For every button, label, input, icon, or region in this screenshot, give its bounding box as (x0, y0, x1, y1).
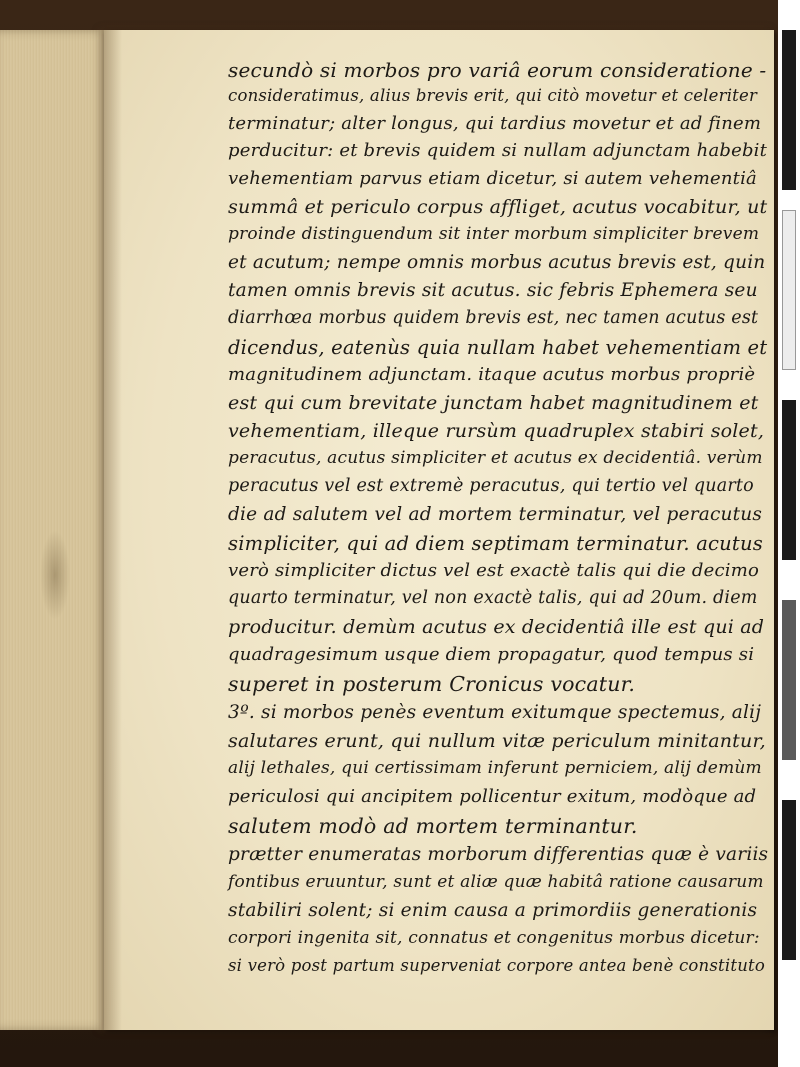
text-line: diarrhœa morbus quidem brevis est, nec tamen acutus est (228, 308, 759, 328)
text-line: superet in posterum Cronicus vocatur. (228, 672, 636, 696)
text-line: magnitudinem adjunctam. itaque acutus morbus propriè (228, 364, 756, 385)
text-line: summâ et periculo corpus affliget, acutus vocabitur, ut (228, 196, 768, 218)
text-line: proinde distinguendum sit inter morbum simpliciter brevem (228, 224, 760, 244)
text-line: die ad salutem vel ad mortem terminatur, vel peracutus (228, 504, 763, 525)
text-line: periculosi qui ancipitem pollicentur exitum, modòque ad (228, 786, 757, 807)
calibration-swatch (782, 600, 796, 760)
text-line: salutem modò ad mortem terminantur. (228, 814, 638, 838)
text-line: quarto terminatur, vel non exactè talis, qui ad 20um. diem (228, 588, 758, 608)
text-line: quadragesimum usque diem propagatur, quod tempus si (228, 644, 755, 665)
text-line: consideratimus, alius brevis erit, qui citò movetur et celeriter (228, 86, 758, 105)
text-line: secundò si morbos pro variâ eorum consideratione - (228, 58, 767, 82)
text-line: salutares erunt, qui nullum vitæ periculum minitantur, (228, 730, 766, 752)
text-line: vehementiam, illeque rursùm quadruplex stabiri solet, (228, 420, 765, 442)
calibration-swatch (782, 800, 796, 960)
text-line: corpori ingenita sit, connatus et congenitus morbus dicetur: (228, 928, 760, 948)
calibration-swatch (782, 30, 796, 190)
text-line: vehementiam parvus etiam dicetur, si autem vehementiâ (228, 168, 757, 189)
text-line: alij lethales, qui certissimam inferunt perniciem, alij demùm (228, 758, 762, 778)
text-line: tamen omnis brevis sit acutus. sic febris Ephemera seu (228, 280, 758, 301)
text-line: fontibus eruuntur, sunt et aliæ quæ habitâ ratione causarum (228, 872, 764, 892)
text-line: prætter enumeratas morborum differentias quæ è variis (228, 844, 769, 865)
text-line: est qui cum brevitate junctam habet magnitudinem et (228, 392, 759, 414)
text-line: peracutus vel est extremè peracutus, qui tertio vel quarto (228, 476, 754, 496)
calibration-swatch (782, 210, 796, 370)
text-line: producitur. demùm acutus ex decidentiâ ille est qui ad (228, 616, 765, 638)
text-line: si verò post partum superveniat corpore antea benè constituto (228, 956, 765, 975)
text-line: 3º. si morbos penès eventum exitumque spectemus, alij (228, 702, 762, 723)
text-line: peracutus, acutus simpliciter et acutus ex decidentiâ. verùm (228, 448, 763, 468)
page-gutter-shadow (104, 30, 122, 1030)
stacked-page-edges (0, 30, 112, 1030)
text-line: perducitur: et brevis quidem si nullam adjunctam habebit (228, 140, 768, 161)
text-line: et acutum; nempe omnis morbus acutus brevis est, quin (228, 252, 766, 273)
text-line: dicendus, eatenùs quia nullam habet vehementiam et (228, 336, 768, 359)
text-line: verò simpliciter dictus vel est exactè talis qui die decimo (228, 560, 760, 581)
calibration-swatch (782, 400, 796, 560)
calibration-strip (778, 0, 800, 1067)
text-line: terminatur; alter longus, qui tardius movetur et ad finem (228, 113, 762, 134)
text-line: stabiliri solent; si enim causa a primordiis generationis (228, 900, 758, 921)
text-line: simpliciter, qui ad diem septimam terminatur. acutus (228, 532, 763, 555)
